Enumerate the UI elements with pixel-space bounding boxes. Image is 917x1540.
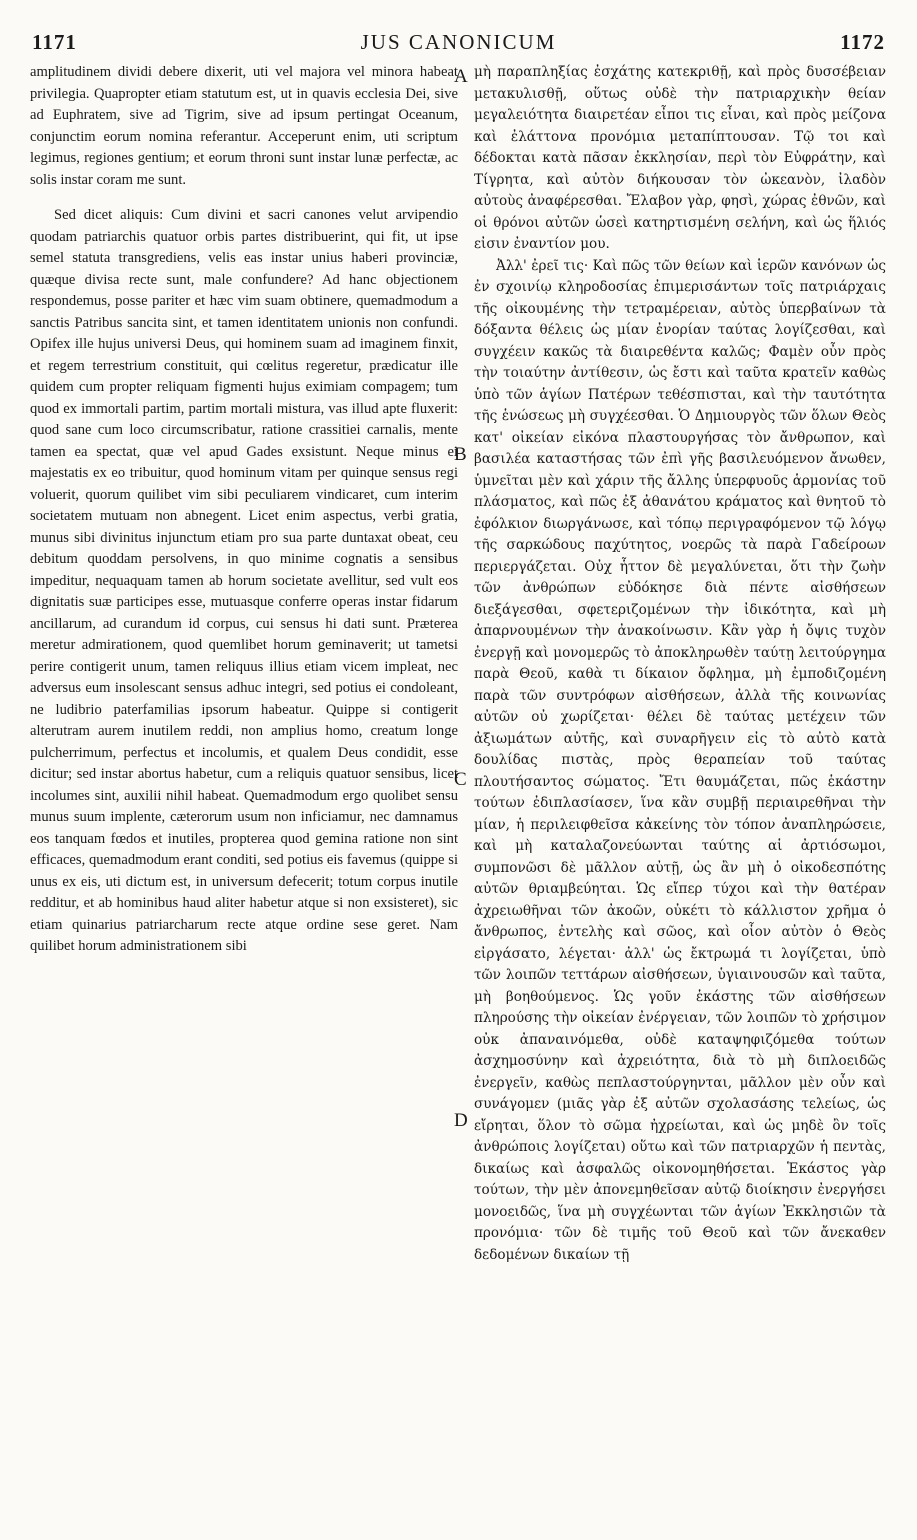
greek-paragraph-1: μὴ παραπληξίας ἐσχάτης κατεκριθῇ, καὶ πρὸς δυσσέβειαν μετακυλισθῇ, οὕτως οὐδὲ τὴν πατριαρχικὴν θείαν μεγαλειότητα διαιρετέαν εἶποι τις εἶναι, καὶ πρὸς μείζονα καὶ ἐλάττονα προνόμια μεταπίπτουσαν. Τῷ τοι καὶ δέδοκται κατὰ πᾶσαν ἐκκλησίαν, περὶ τὸν Εὐφράτην, καὶ Τίγρητα, καὶ αὐτὸν διήκουσαν τὸν ὠκεανὸν, ἰλαδὸν αὐτοὺς ἀναφέρεσθαι. Ἔλαβον γὰρ, φησὶ, χώρας ἐθνῶν, καὶ οἱ θρόνοι αὐτῶν ὡσεὶ κατηρτισμένη σελήνη, καὶ ὡς ἥλιός εἰσιν ἐναντίον μου. [474,64,886,252]
running-title: JUS CANONICUM [360,30,557,54]
latin-paragraph-1: amplitudinem dividi debere dixerit, uti vel majora vel minora habeat privilegia. Quapropter etiam statutum est, ut in quavis ecclesia Dei, sive ad Euphratem, sive ad Tigrim, sive ad ipsum pertingat Oceanum, conjunctim eorum nomina referantur. Acceperunt enim, uti scriptum legimus, regiones gentium; et eorum throni sunt instar lunæ perfectæ, ac solis instar coram me sunt. [30,64,458,188]
latin-column [30,62,458,1532]
page-number-left: 1171 [32,30,77,54]
page-number-right: 1172 [840,30,885,54]
section-marker-b: B [454,444,467,465]
section-marker-c: C [454,769,467,790]
section-marker-a: A [454,66,468,87]
section-marker-d: D [454,1110,468,1131]
greek-paragraph-2: Ἀλλ' ἐρεῖ τις· Καὶ πῶς τῶν θείων καὶ ἱερῶν κανόνων ὡς ἐν σχοινίῳ κληροδοσίας ἐπιμερισάντων τοῖς πατριάρχαις τῆς οἰκουμένης τὴν τετραμέρειαν, αὐτὸς ὑπερβαίνων τὰ δόξαντα θέλεις ὡς μίαν ἐνορίαν ταύτας λογίζεσθαι, καὶ συγχέειν κακῶς τὰ διαιρεθέντα καλῶς; Φαμὲν οὖν πρὸς τὴν τοιαύτην ἀντίθεσιν, ὡς ἔστι καὶ ταῦτα κρατεῖν καθὼς ὑπὸ τῶν ἁγίων Πατέρων τεθέσπισται, καὶ τὴν ταυτότητα τῆς ἑνώσεως μὴ συγχέεσθαι. Ὁ Δημιουργὸς τῶν ὅλων Θεὸς κατ' οἰκείαν εἰκόνα πλαστουργήσας τὸν ἄνθρωπον, καὶ βασιλέα καταστήσας τῶν ἐπὶ γῆς βασιλευόμενον ἄνωθεν, ὑμνεῖται μὲν καὶ χάριν τῆς ἄλλης ὑπερφυοῦς ἁρμονίας τοῦ πλάσματος, καὶ πῶς ἐξ ἀθανάτου κράματος καὶ θνητοῦ τὸ ἐφόλκιον διωργάνωσε, καὶ τόπῳ περιγραφόμενον τῷ λόγῳ τῆς σαρκώδους παχύτητος, νοερῶς τὰ παρὰ Γαδείροων περιεργάζεται. Οὐχ ἧττον δὲ μεγαλύνεται, ὅτι τὴν ζωὴν τῶν ἀνθρώπων εὐδόκησε διὰ πέντε αἰσθήσεων διεξάγεσθαι, σφετεριζομένων τὴν ἰδικότητα, καὶ μὴ ἀπαρνουμένων τὴν ἀνακοίνωσιν. Κἂν γὰρ ἡ ὄψις τυχὸν ἐνεργῇ καὶ μονομερῶς τὸ ἀποκληρωθὲν ταύτῃ λειτούργημα παρὰ Θεοῦ, καθὰ τι δίκαιον ὄφλημα, μὴ ἐμποδιζομένη παρὰ τῶν συντρόφων αἰσθήσεων, ἀλλὰ τῆς κοινωνίας αὐτῶν οὐ χωρίζεται· θέλει δὲ ταύτας μετέχειν τῶν ἀξιωμάτων αὐτῆς, καὶ συναρῆγειν εἰς τὸ αὐτὸ κατὰ δουλίδας πιστὰς, πρὸς θεραπείαν τοῦ ταύτας πλουτήσαντος σώματος. Ἔτι θαυμάζεται, πῶς ἑκάστην τούτων ἐδιπλασίασεν, ἵνα κἂν συμβῇ περιαιρεθῆναι τὴν μίαν, ἡ περιλειφθεῖσα κἀκείνης τὸν τόπον ἀναπληρώσειε, καὶ μὴ καταλαζονεύωνται ταύτης αἱ ἀρτιόσωμοι, συμπονῶσι δὲ μᾶλλον αὐτῇ, ὡς ἂν μὴ ὁ οἰκοδεσπότης αὐτῶν θριαμβεύηται. Ὡς εἴπερ τύχοι καὶ τὴν θατέραν ἀχρειωθῆναι τῶν ἀκοῶν, οὐκέτι τὸ κάλλιστον χρῆμα ὁ ἄνθρωπος, ἐντελὴς καὶ σῶος, καὶ οἷον αὐτὸν ὁ Θεὸς εἰργάσατο, λέγεται· ἀλλ' ὡς ἔκτρωμά τι λογίζεται, ὑπὸ τῶν λοιπῶν τεττάρων αἰσθήσεων, ὑγιαινουσῶν καὶ ταῦτα, μὴ βοηθούμενος. Ὡς γοῦν ἑκάστης τῶν αἰσθήσεων πληρούσης τὴν οἰκείαν ἐνέργειαν, τῶν λοιπῶν τὸ χρήσιμον οὐκ ἀπαναινόμεθα, οὐδὲ καταψηφιζόμεθα τούτων ἀσχημοσύνην καὶ ἀχρειότητα, διὰ τὸ μὴ διπλοειδῶς ἐνεργεῖν, καθὼς πεπλαστούργηνται, μᾶλλον μὲν οὖν καὶ συνάγομεν (μιᾶς γὰρ ἐξ αὐτῶν σχολασάσης τελείως, ὡς εἴρηται, ὅλον τὸ σῶμα ἠχρείωται, καὶ ὡς μηδὲ ὂν τοῖς ἀνθρώποις λογίζεται) οὕτω καὶ τῶν πατριαρχῶν ἡ πεντὰς, δικαίως καὶ ἀσφαλῶς οἰκονομηθήσεται. Ἑκάστος γὰρ τούτων, τὴν μὲν ἀπονεμηθεῖσαν αὐτῷ διοίκησιν ἐνεργήσει μονοειδῶς, ἵνα μὴ συγχέωνται τῶν ἁγίων Ἐκκλησιῶν τὰ προνόμια· τῶν δὲ τιμῆς τοῦ Θεοῦ καὶ τῶν ἄνεκαθεν δεδομένων δικαίων τῇ [474,257,886,1263]
greek-column [474,62,886,1532]
latin-paragraph-2: Sed dicet aliquis: Cum divini et sacri canones velut arvipendio quodam patriarchis quatuor orbis partes distribuerint, qui fit, ut ipse semel statuta transgrediens, velis eas instar unius haberi provinciæ, quæque divisa recte sunt, male confundere? Ad hanc objectionem respondemus, posse pariter et hæc vim suam obtinere, quemadmodum a sanctis Patribus sancita sint, et tamen identitatem unionis non confundi. Opifex ille hujus universi Deus, qui hominem suam ad imaginem finxit, et regem terrestrium constituit, qui cœlitus regeretur, prædicatur ille quidem cum propter reliquam figmenti hujus eximiam compagem; tum quod ex immortali partim, partim mortali mistura, vas illud apte fluxerit: quod sane cum loco circumscribatur, ratione crassitiei carnalis, mente tamen ea spectat, quæ vel apud Gades exsistunt. Neque minus ei majestatis ex eo tribuitur, quod hominum vitam per quinque sensus regi voluerit, quorum quilibet vim sibi peculiarem vindicaret, cum interim societatem mutuam non abnegent. Licet enim aspectus, verbi gratia, munus sibi divinitus injunctum etiam pro sua parte duntaxat obeat, ceu debitum quoddam persolvens, in quo minime cognatis a sensibus impeditur, nequaquam tamen ab horum societate avellitur, sed vult eos dignitatis suæ participes esse, mutuasque conferre operas instar fidarum ancillarum, ad curandum id corpus, cui sensus hi dati sunt. Præterea meretur admirationem, quod quemlibet horum geminaverit; ut tametsi perire contigerit unum, tamen reliquus illius etiam vicem impleat, nec adversus eum insolescant sensus adhuc integri, sed potius ei condoleant, ne ludibrio paterfamilias ipsorum habeatur. Quippe si contigerit alterutram aurem inutilem reddi, non amplius homo, creatum longe pulcherrimum, perfectus et incolumis, et qualem Deus condidit, esse dicitur; sed instar abortus habetur, cum a reliquis quatuor sensibus, licet incolumes sint, auxilii nihil habeat. Quemadmodum ergo quolibet sensu munus suum implente, cæterorum usum non inficiamur, nec damnamus eos tanquam fœdos et inutiles, propterea quod gemina ratione non sint efficaces, quemadmodum erant conditi, sed potius eis favemus (quippe si unus ex eis, uti dictum est, in universum defecerit; totum corpus inutile redditur, et ab hominibus haud aliter habetur atque si non exsisteret), sic etiam quinarius patriarcharum recte atque ordine sese geret. Nam quilibet horum administrationem sibi [30,207,458,954]
page-header [32,30,885,60]
